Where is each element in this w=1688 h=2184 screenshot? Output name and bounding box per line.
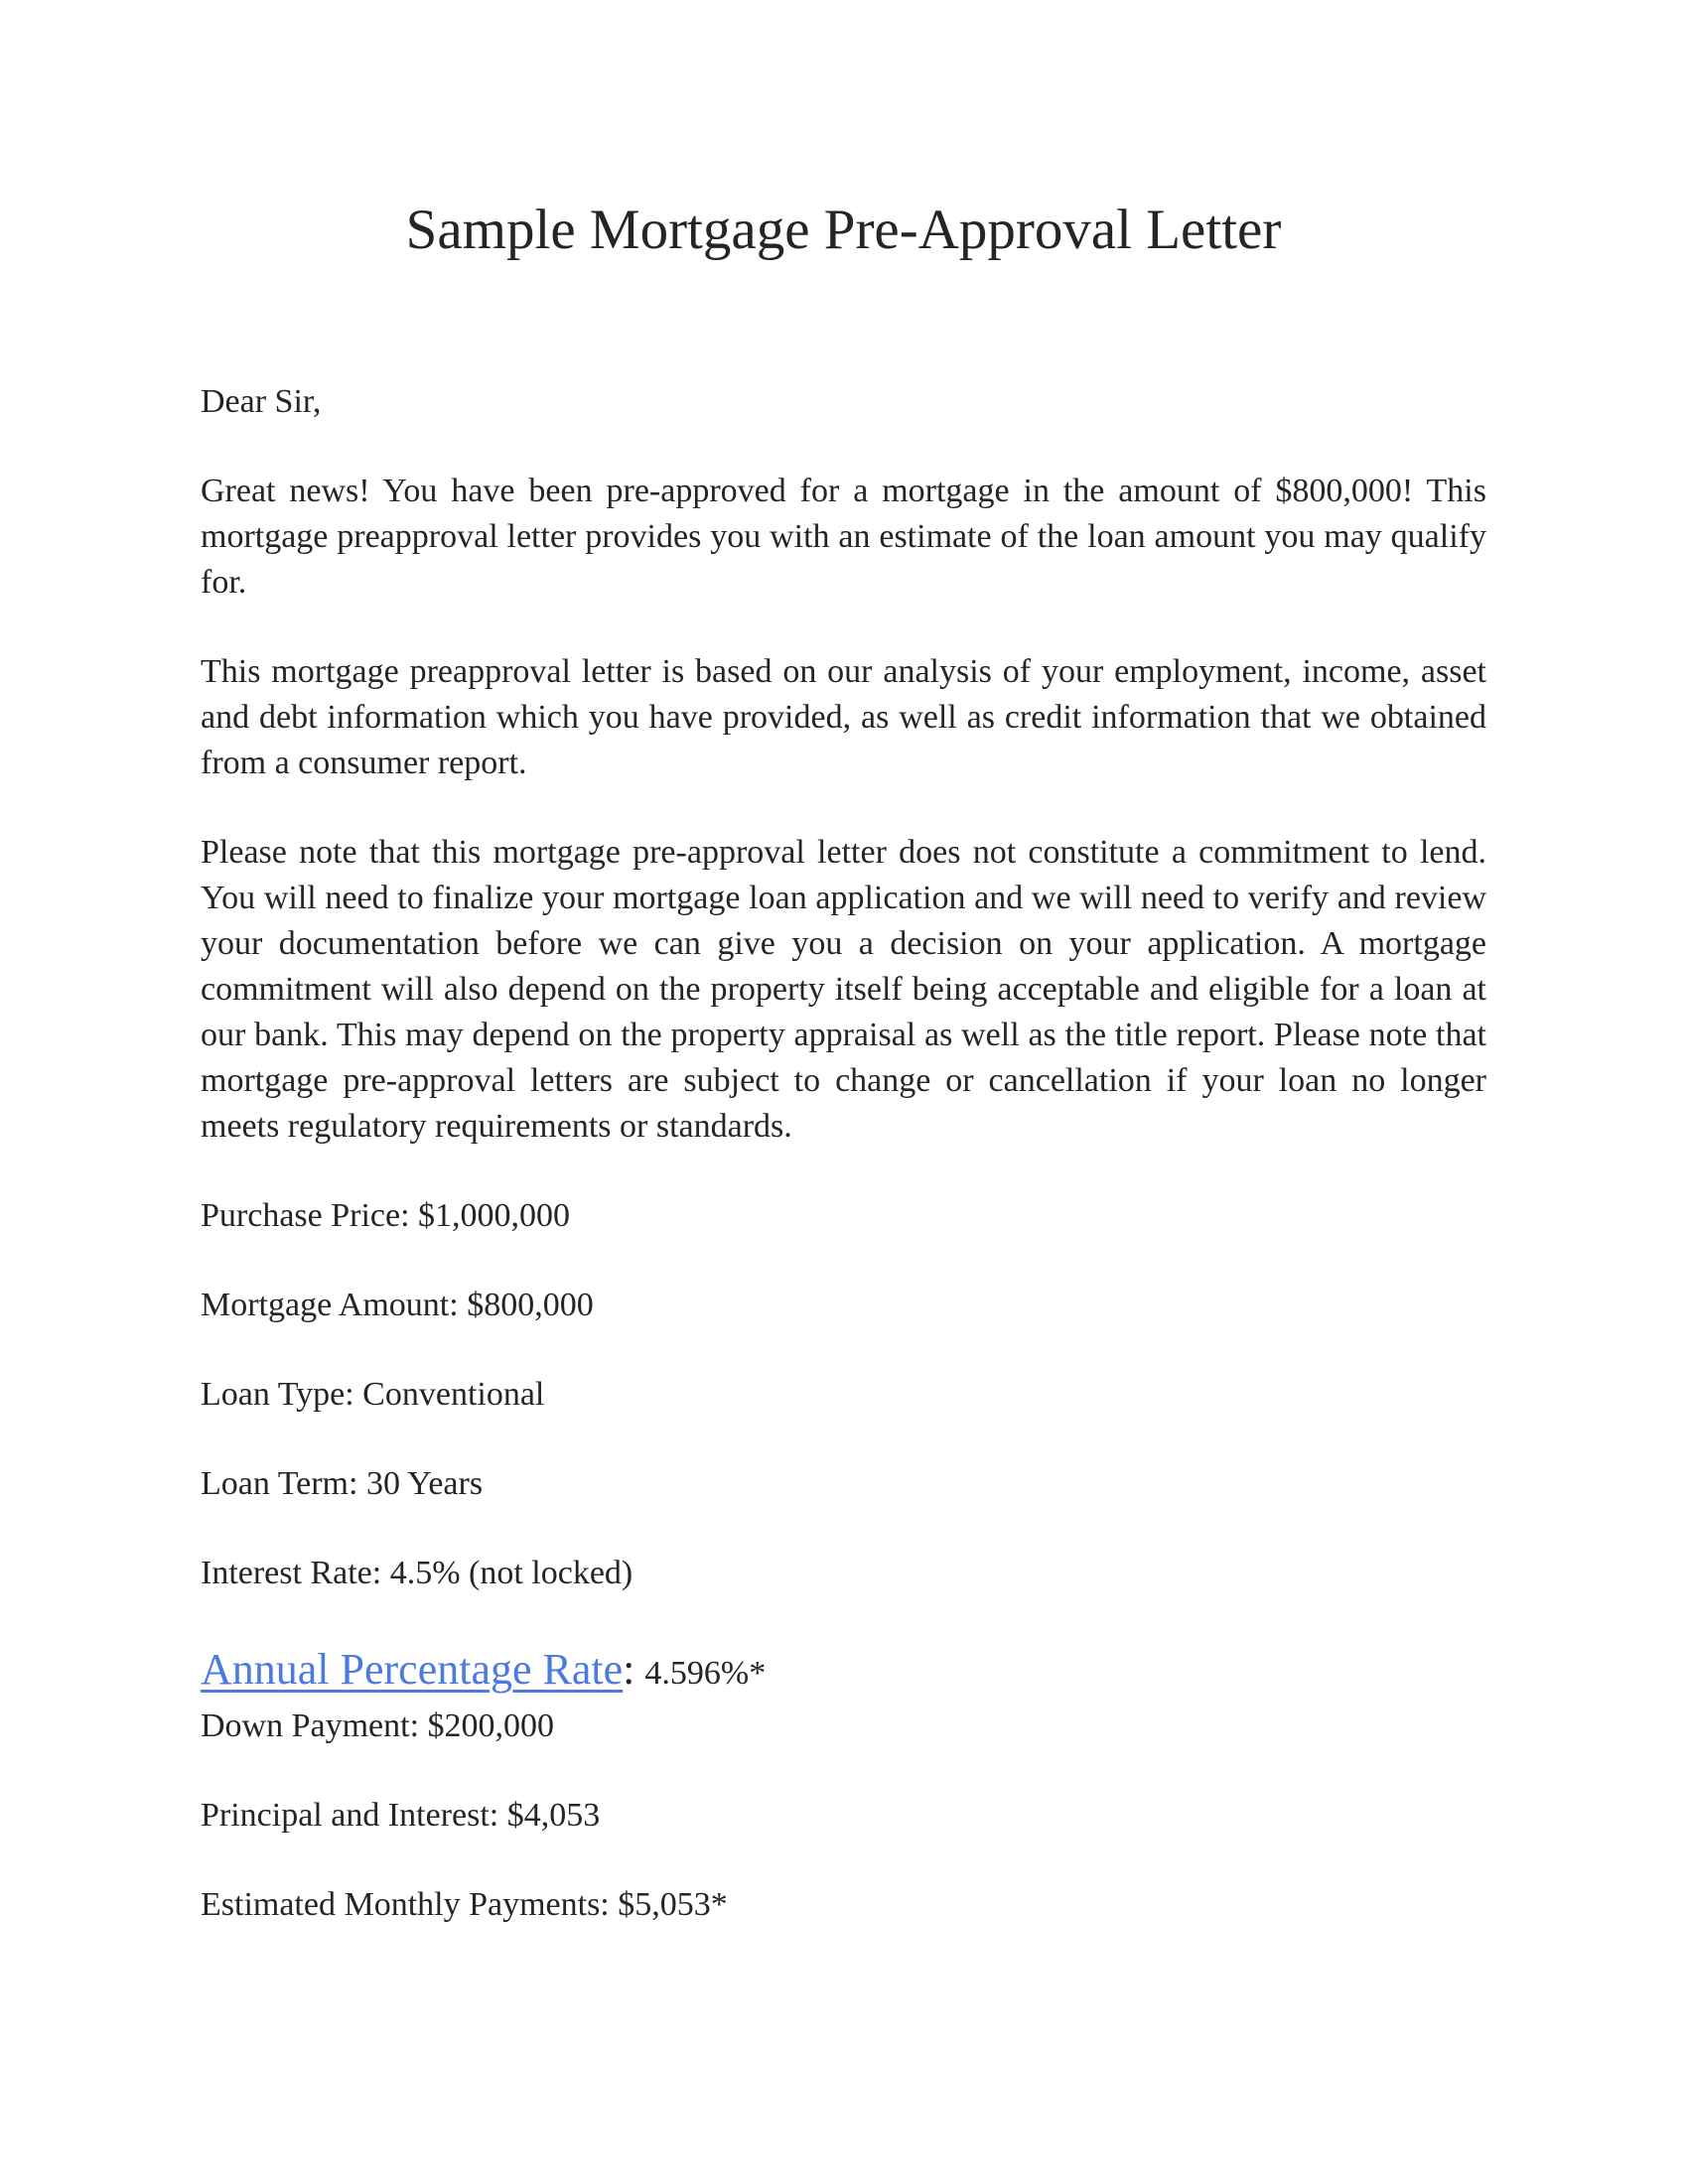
detail-purchase-price: Purchase Price: $1,000,000 xyxy=(201,1196,571,1234)
paragraph-basis: This mortgage preapproval letter is based on our analysis of your employment, income, asset and debt information which you have provided, as well as credit information that we obtained from a consumer report. xyxy=(201,652,1486,781)
paragraph-intro: Great news! You have been pre-approved for a mortgage in the amount of $800,000! This mortgage preapproval letter provides you with an estimate of the loan amount you may qualify for. xyxy=(201,472,1486,601)
detail-down-payment: Down Payment: $200,000 xyxy=(201,1706,555,1744)
annual-percentage-rate-link[interactable]: Annual Percentage Rate xyxy=(201,1644,624,1694)
detail-loan-type: Loan Type: Conventional xyxy=(201,1375,545,1413)
detail-mortgage-amount: Mortgage Amount: $800,000 xyxy=(201,1286,594,1323)
apr-colon: : xyxy=(623,1644,635,1694)
document-title: Sample Mortgage Pre-Approval Letter xyxy=(405,199,1282,261)
detail-principal-and-interest: Principal and Interest: $4,053 xyxy=(201,1796,601,1834)
detail-estimated-monthly-payments: Estimated Monthly Payments: $5,053* xyxy=(201,1885,728,1923)
apr-line xyxy=(201,1640,1486,1704)
detail-interest-rate: Interest Rate: 4.5% (not locked) xyxy=(201,1554,633,1591)
detail-annual-percentage-rate xyxy=(201,1640,1486,1749)
salutation: Dear Sir, xyxy=(201,382,322,420)
paragraph-disclaimer: Please note that this mortgage pre-approval letter does not constitute a commitment to lend. You will need to finalize your mortgage loan application and we will need to verify and review your documentation before we can give you a decision on your application. A mortgage commitment will also depend on the property itself being acceptable and eligible for a loan at our bank. This may depend on the property appraisal as well as the title report. Please note that mortgage pre-approval letters are subject to change or cancellation if your loan no longer meets regulatory requirements or standards. xyxy=(201,833,1486,1145)
apr-value: 4.596%* xyxy=(644,1654,767,1692)
detail-loan-term: Loan Term: 30 Years xyxy=(201,1464,484,1502)
